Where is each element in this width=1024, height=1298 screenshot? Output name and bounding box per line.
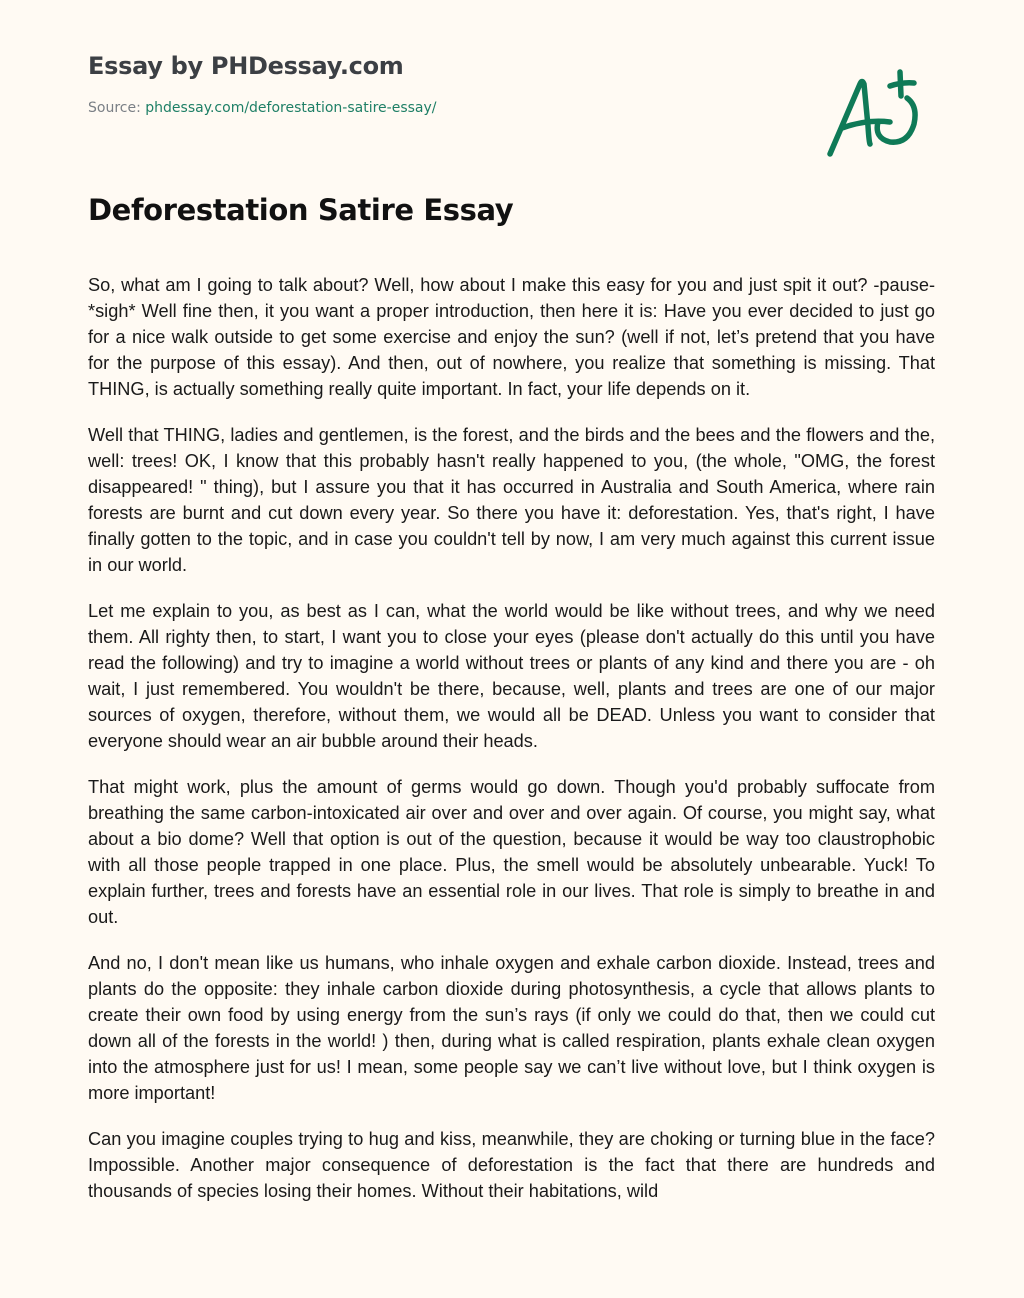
essay-title: Deforestation Satire Essay: [88, 193, 514, 227]
site-brand: Essay by PHDessay.com: [88, 52, 404, 80]
essay-paragraph: And no, I don't mean like us humans, who inhale oxygen and exhale carbon dioxide. Instead, trees and plants do the opposite: they inhale carbon dioxide during photosynthesis, a cycle that allows plants to create their own food by using energy from the sun’s rays (if only we could do that, then we could cut down all of the forests in the world! ) then, during what is called respiration, plants exhale clean oxygen into the atmosphere just for us! I mean, some people say we can’t live without love, but I think oxygen is more important!: [88, 953, 935, 1103]
source-label: Source:: [88, 100, 146, 116]
essay-paragraph: Well that THING, ladies and gentlemen, is the forest, and the birds and the bees and the flowers and the, well: trees! OK, I know that this probably hasn't really happened to you, (the whole, "OMG, the forest disappeared! " thing), but I assure you that it has occurred in Australia and South America, where rain forests are burnt and cut down every year. So there you have it: deforestation. Yes, that's right, I have finally gotten to the topic, and in case you couldn't tell by now, I am very much against this current issue in our world.: [88, 425, 935, 575]
essay-paragraph: Can you imagine couples trying to hug and kiss, meanwhile, they are choking or turning blue in the face? Impossible. Another major consequence of deforestation is the fact that there are hundreds and thousands of species losing their homes. Without their habitations, wild: [88, 1129, 935, 1201]
essay-paragraph: Let me explain to you, as best as I can, what the world would be like without trees, and why we need them. All righty then, to start, I want you to close your eyes (please don't actually do this until you have read the following) and try to imagine a world without trees or plants of any kind and there you are - oh wait, I just remembered. You wouldn't be there, because, well, plants and trees are one of our major sources of oxygen, therefore, without them, we would all be DEAD. Unless you want to consider that everyone should wear an air bubble around their heads.: [88, 601, 935, 751]
essay-body: [88, 272, 935, 1224]
essay-paragraph: So, what am I going to talk about? Well, how about I make this easy for you and just spit it out? -pause- *sigh* Well fine then, it you want a proper introduction, then here it is: Have you ever decided to just go for a nice walk outside to get some exercise and enjoy the sun? (well if not, let’s pretend that you have for the purpose of this essay). And then, out of nowhere, you realize that something is missing. That THING, is actually something really quite important. In fact, your life depends on it.: [88, 275, 935, 399]
essay-paragraph: That might work, plus the amount of germs would go down. Though you'd probably suffocate from breathing the same carbon-intoxicated air over and over and over again. Of course, you might say, what about a bio dome? Well that option is out of the question, because it would be way too claustrophobic with all those people trapped in one place. Plus, the smell would be absolutely unbearable. Yuck! To explain further, trees and forests have an essential role in our lives. That role is simply to breathe in and out.: [88, 777, 935, 927]
source-link[interactable]: phdessay.com/deforestation-satire-essay/: [145, 100, 437, 116]
a-plus-grade-icon: [822, 64, 932, 164]
page-header: [88, 48, 848, 118]
source-line: [88, 98, 848, 118]
